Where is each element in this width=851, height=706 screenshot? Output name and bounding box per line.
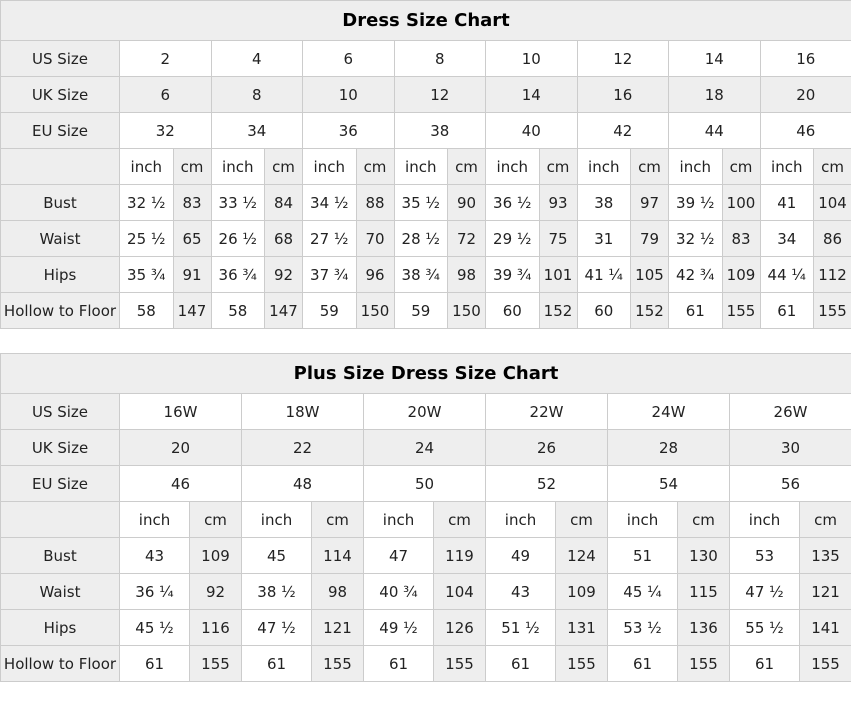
- measurement-row: [1, 221, 851, 257]
- size-value-cell: 6: [303, 41, 395, 77]
- unit-inch-label: inch: [242, 502, 312, 538]
- inch-value-cell: 41 ¼: [577, 257, 631, 293]
- inch-value-cell: 59: [394, 293, 448, 329]
- cm-value-cell: 88: [356, 185, 394, 221]
- cm-value-cell: 152: [539, 293, 577, 329]
- unit-cm-label: cm: [814, 149, 851, 185]
- cm-value-cell: 126: [434, 610, 486, 646]
- cm-value-cell: 90: [448, 185, 486, 221]
- cm-value-cell: 86: [814, 221, 851, 257]
- cm-value-cell: 101: [539, 257, 577, 293]
- size-value-cell: 36: [303, 113, 395, 149]
- plus-size-dress-size-chart-table: [0, 353, 851, 682]
- measurement-row: [1, 610, 851, 646]
- row-label: Hollow to Floor: [1, 293, 120, 329]
- inch-value-cell: 58: [120, 293, 174, 329]
- measurement-row: [1, 257, 851, 293]
- unit-cm-label: cm: [678, 502, 730, 538]
- size-value-cell: 34: [211, 113, 303, 149]
- cm-value-cell: 98: [312, 574, 364, 610]
- size-row: [1, 466, 851, 502]
- cm-value-cell: 92: [190, 574, 242, 610]
- inch-value-cell: 36 ¼: [120, 574, 190, 610]
- size-value-cell: 8: [394, 41, 486, 77]
- inch-value-cell: 55 ½: [730, 610, 800, 646]
- inch-value-cell: 41: [760, 185, 814, 221]
- inch-value-cell: 27 ½: [303, 221, 357, 257]
- inch-value-cell: 26 ½: [211, 221, 265, 257]
- size-value-cell: 52: [486, 466, 608, 502]
- inch-value-cell: 38 ¾: [394, 257, 448, 293]
- row-label: EU Size: [1, 466, 120, 502]
- size-value-cell: 26W: [730, 394, 851, 430]
- unit-inch-label: inch: [730, 502, 800, 538]
- row-label: Bust: [1, 538, 120, 574]
- size-value-cell: 16W: [120, 394, 242, 430]
- cm-value-cell: 155: [556, 646, 608, 682]
- size-value-cell: 42: [577, 113, 669, 149]
- unit-inch-label: inch: [608, 502, 678, 538]
- inch-value-cell: 37 ¾: [303, 257, 357, 293]
- measurement-row: [1, 574, 851, 610]
- size-value-cell: 18: [669, 77, 761, 113]
- size-value-cell: 24: [364, 430, 486, 466]
- cm-value-cell: 155: [190, 646, 242, 682]
- inch-value-cell: 35 ½: [394, 185, 448, 221]
- cm-value-cell: 97: [631, 185, 669, 221]
- unit-cm-label: cm: [800, 502, 851, 538]
- size-row: [1, 394, 851, 430]
- size-value-cell: 14: [486, 77, 578, 113]
- cm-value-cell: 150: [356, 293, 394, 329]
- inch-value-cell: 47 ½: [242, 610, 312, 646]
- row-label: US Size: [1, 41, 120, 77]
- cm-value-cell: 91: [173, 257, 211, 293]
- size-value-cell: 10: [303, 77, 395, 113]
- cm-value-cell: 119: [434, 538, 486, 574]
- row-label: Waist: [1, 574, 120, 610]
- inch-value-cell: 61: [730, 646, 800, 682]
- inch-value-cell: 61: [760, 293, 814, 329]
- size-value-cell: 12: [577, 41, 669, 77]
- inch-value-cell: 60: [486, 293, 540, 329]
- cm-value-cell: 114: [312, 538, 364, 574]
- cm-value-cell: 72: [448, 221, 486, 257]
- cm-value-cell: 131: [556, 610, 608, 646]
- size-value-cell: 22: [242, 430, 364, 466]
- inch-value-cell: 43: [486, 574, 556, 610]
- chart-title: Dress Size Chart: [1, 1, 851, 41]
- cm-value-cell: 75: [539, 221, 577, 257]
- unit-cm-label: cm: [265, 149, 303, 185]
- size-value-cell: 8: [211, 77, 303, 113]
- cm-value-cell: 109: [722, 257, 760, 293]
- size-value-cell: 56: [730, 466, 851, 502]
- size-value-cell: 28: [608, 430, 730, 466]
- size-value-cell: 24W: [608, 394, 730, 430]
- row-label: UK Size: [1, 77, 120, 113]
- unit-inch-label: inch: [364, 502, 434, 538]
- inch-value-cell: 32 ½: [669, 221, 723, 257]
- size-value-cell: 20W: [364, 394, 486, 430]
- cm-value-cell: 155: [434, 646, 486, 682]
- size-value-cell: 6: [120, 77, 212, 113]
- unit-inch-label: inch: [120, 149, 174, 185]
- unit-cm-label: cm: [722, 149, 760, 185]
- unit-inch-label: inch: [120, 502, 190, 538]
- row-label: Hips: [1, 610, 120, 646]
- chart-title-row: [1, 354, 851, 394]
- cm-value-cell: 98: [448, 257, 486, 293]
- inch-value-cell: 29 ½: [486, 221, 540, 257]
- inch-value-cell: 45 ¼: [608, 574, 678, 610]
- unit-cm-label: cm: [631, 149, 669, 185]
- cm-value-cell: 121: [800, 574, 851, 610]
- row-label: Hollow to Floor: [1, 646, 120, 682]
- unit-cm-label: cm: [312, 502, 364, 538]
- inch-value-cell: 40 ¾: [364, 574, 434, 610]
- inch-value-cell: 61: [608, 646, 678, 682]
- empty-corner-cell: [1, 149, 120, 185]
- inch-value-cell: 32 ½: [120, 185, 174, 221]
- cm-value-cell: 83: [722, 221, 760, 257]
- inch-value-cell: 53 ½: [608, 610, 678, 646]
- unit-cm-label: cm: [539, 149, 577, 185]
- size-value-cell: 20: [760, 77, 851, 113]
- measurement-row: [1, 185, 851, 221]
- size-row: [1, 77, 851, 113]
- inch-value-cell: 34: [760, 221, 814, 257]
- cm-value-cell: 100: [722, 185, 760, 221]
- size-value-cell: 16: [577, 77, 669, 113]
- cm-value-cell: 70: [356, 221, 394, 257]
- size-value-cell: 2: [120, 41, 212, 77]
- unit-inch-label: inch: [577, 149, 631, 185]
- cm-value-cell: 68: [265, 221, 303, 257]
- inch-value-cell: 45 ½: [120, 610, 190, 646]
- inch-value-cell: 47 ½: [730, 574, 800, 610]
- inch-value-cell: 33 ½: [211, 185, 265, 221]
- size-value-cell: 14: [669, 41, 761, 77]
- inch-value-cell: 51: [608, 538, 678, 574]
- cm-value-cell: 115: [678, 574, 730, 610]
- unit-inch-label: inch: [211, 149, 265, 185]
- inch-value-cell: 35 ¾: [120, 257, 174, 293]
- cm-value-cell: 155: [312, 646, 364, 682]
- size-value-cell: 54: [608, 466, 730, 502]
- size-value-cell: 50: [364, 466, 486, 502]
- size-value-cell: 20: [120, 430, 242, 466]
- size-value-cell: 12: [394, 77, 486, 113]
- row-label: Bust: [1, 185, 120, 221]
- row-label: EU Size: [1, 113, 120, 149]
- unit-cm-label: cm: [190, 502, 242, 538]
- unit-cm-label: cm: [173, 149, 211, 185]
- inch-value-cell: 61: [242, 646, 312, 682]
- dress-size-chart-table: [0, 0, 851, 329]
- inch-value-cell: 34 ½: [303, 185, 357, 221]
- chart-title: Plus Size Dress Size Chart: [1, 354, 851, 394]
- empty-corner-cell: [1, 502, 120, 538]
- size-value-cell: 4: [211, 41, 303, 77]
- inch-value-cell: 39 ¾: [486, 257, 540, 293]
- cm-value-cell: 65: [173, 221, 211, 257]
- unit-inch-label: inch: [486, 149, 540, 185]
- inch-value-cell: 49: [486, 538, 556, 574]
- size-value-cell: 46: [120, 466, 242, 502]
- cm-value-cell: 104: [434, 574, 486, 610]
- unit-row: [1, 502, 851, 538]
- row-label: UK Size: [1, 430, 120, 466]
- inch-value-cell: 38 ½: [242, 574, 312, 610]
- unit-cm-label: cm: [556, 502, 608, 538]
- inch-value-cell: 25 ½: [120, 221, 174, 257]
- cm-value-cell: 93: [539, 185, 577, 221]
- size-value-cell: 26: [486, 430, 608, 466]
- cm-value-cell: 124: [556, 538, 608, 574]
- unit-inch-label: inch: [394, 149, 448, 185]
- size-value-cell: 38: [394, 113, 486, 149]
- inch-value-cell: 51 ½: [486, 610, 556, 646]
- inch-value-cell: 60: [577, 293, 631, 329]
- size-row: [1, 430, 851, 466]
- cm-value-cell: 155: [678, 646, 730, 682]
- measurement-row: [1, 293, 851, 329]
- cm-value-cell: 135: [800, 538, 851, 574]
- cm-value-cell: 121: [312, 610, 364, 646]
- inch-value-cell: 61: [364, 646, 434, 682]
- size-value-cell: 48: [242, 466, 364, 502]
- unit-inch-label: inch: [760, 149, 814, 185]
- cm-value-cell: 83: [173, 185, 211, 221]
- cm-value-cell: 147: [265, 293, 303, 329]
- unit-inch-label: inch: [486, 502, 556, 538]
- inch-value-cell: 61: [120, 646, 190, 682]
- cm-value-cell: 104: [814, 185, 851, 221]
- unit-inch-label: inch: [669, 149, 723, 185]
- size-value-cell: 16: [760, 41, 851, 77]
- inch-value-cell: 49 ½: [364, 610, 434, 646]
- unit-cm-label: cm: [448, 149, 486, 185]
- unit-cm-label: cm: [356, 149, 394, 185]
- cm-value-cell: 150: [448, 293, 486, 329]
- cm-value-cell: 130: [678, 538, 730, 574]
- cm-value-cell: 155: [722, 293, 760, 329]
- size-value-cell: 18W: [242, 394, 364, 430]
- inch-value-cell: 58: [211, 293, 265, 329]
- inch-value-cell: 61: [669, 293, 723, 329]
- cm-value-cell: 109: [556, 574, 608, 610]
- row-label: Waist: [1, 221, 120, 257]
- size-value-cell: 22W: [486, 394, 608, 430]
- inch-value-cell: 61: [486, 646, 556, 682]
- size-value-cell: 32: [120, 113, 212, 149]
- inch-value-cell: 36 ¾: [211, 257, 265, 293]
- unit-row: [1, 149, 851, 185]
- cm-value-cell: 105: [631, 257, 669, 293]
- size-row: [1, 41, 851, 77]
- cm-value-cell: 109: [190, 538, 242, 574]
- cm-value-cell: 155: [814, 293, 851, 329]
- cm-value-cell: 92: [265, 257, 303, 293]
- inch-value-cell: 38: [577, 185, 631, 221]
- inch-value-cell: 31: [577, 221, 631, 257]
- size-value-cell: 44: [669, 113, 761, 149]
- cm-value-cell: 155: [800, 646, 851, 682]
- unit-cm-label: cm: [434, 502, 486, 538]
- inch-value-cell: 45: [242, 538, 312, 574]
- size-value-cell: 30: [730, 430, 851, 466]
- measurement-row: [1, 646, 851, 682]
- inch-value-cell: 43: [120, 538, 190, 574]
- inch-value-cell: 59: [303, 293, 357, 329]
- cm-value-cell: 147: [173, 293, 211, 329]
- measurement-row: [1, 538, 851, 574]
- inch-value-cell: 47: [364, 538, 434, 574]
- inch-value-cell: 39 ½: [669, 185, 723, 221]
- inch-value-cell: 36 ½: [486, 185, 540, 221]
- inch-value-cell: 42 ¾: [669, 257, 723, 293]
- size-row: [1, 113, 851, 149]
- chart-title-row: [1, 1, 851, 41]
- size-value-cell: 10: [486, 41, 578, 77]
- unit-inch-label: inch: [303, 149, 357, 185]
- cm-value-cell: 79: [631, 221, 669, 257]
- size-value-cell: 40: [486, 113, 578, 149]
- cm-value-cell: 141: [800, 610, 851, 646]
- row-label: US Size: [1, 394, 120, 430]
- cm-value-cell: 112: [814, 257, 851, 293]
- inch-value-cell: 44 ¼: [760, 257, 814, 293]
- cm-value-cell: 152: [631, 293, 669, 329]
- inch-value-cell: 53: [730, 538, 800, 574]
- row-label: Hips: [1, 257, 120, 293]
- cm-value-cell: 96: [356, 257, 394, 293]
- cm-value-cell: 116: [190, 610, 242, 646]
- inch-value-cell: 28 ½: [394, 221, 448, 257]
- cm-value-cell: 136: [678, 610, 730, 646]
- size-value-cell: 46: [760, 113, 851, 149]
- cm-value-cell: 84: [265, 185, 303, 221]
